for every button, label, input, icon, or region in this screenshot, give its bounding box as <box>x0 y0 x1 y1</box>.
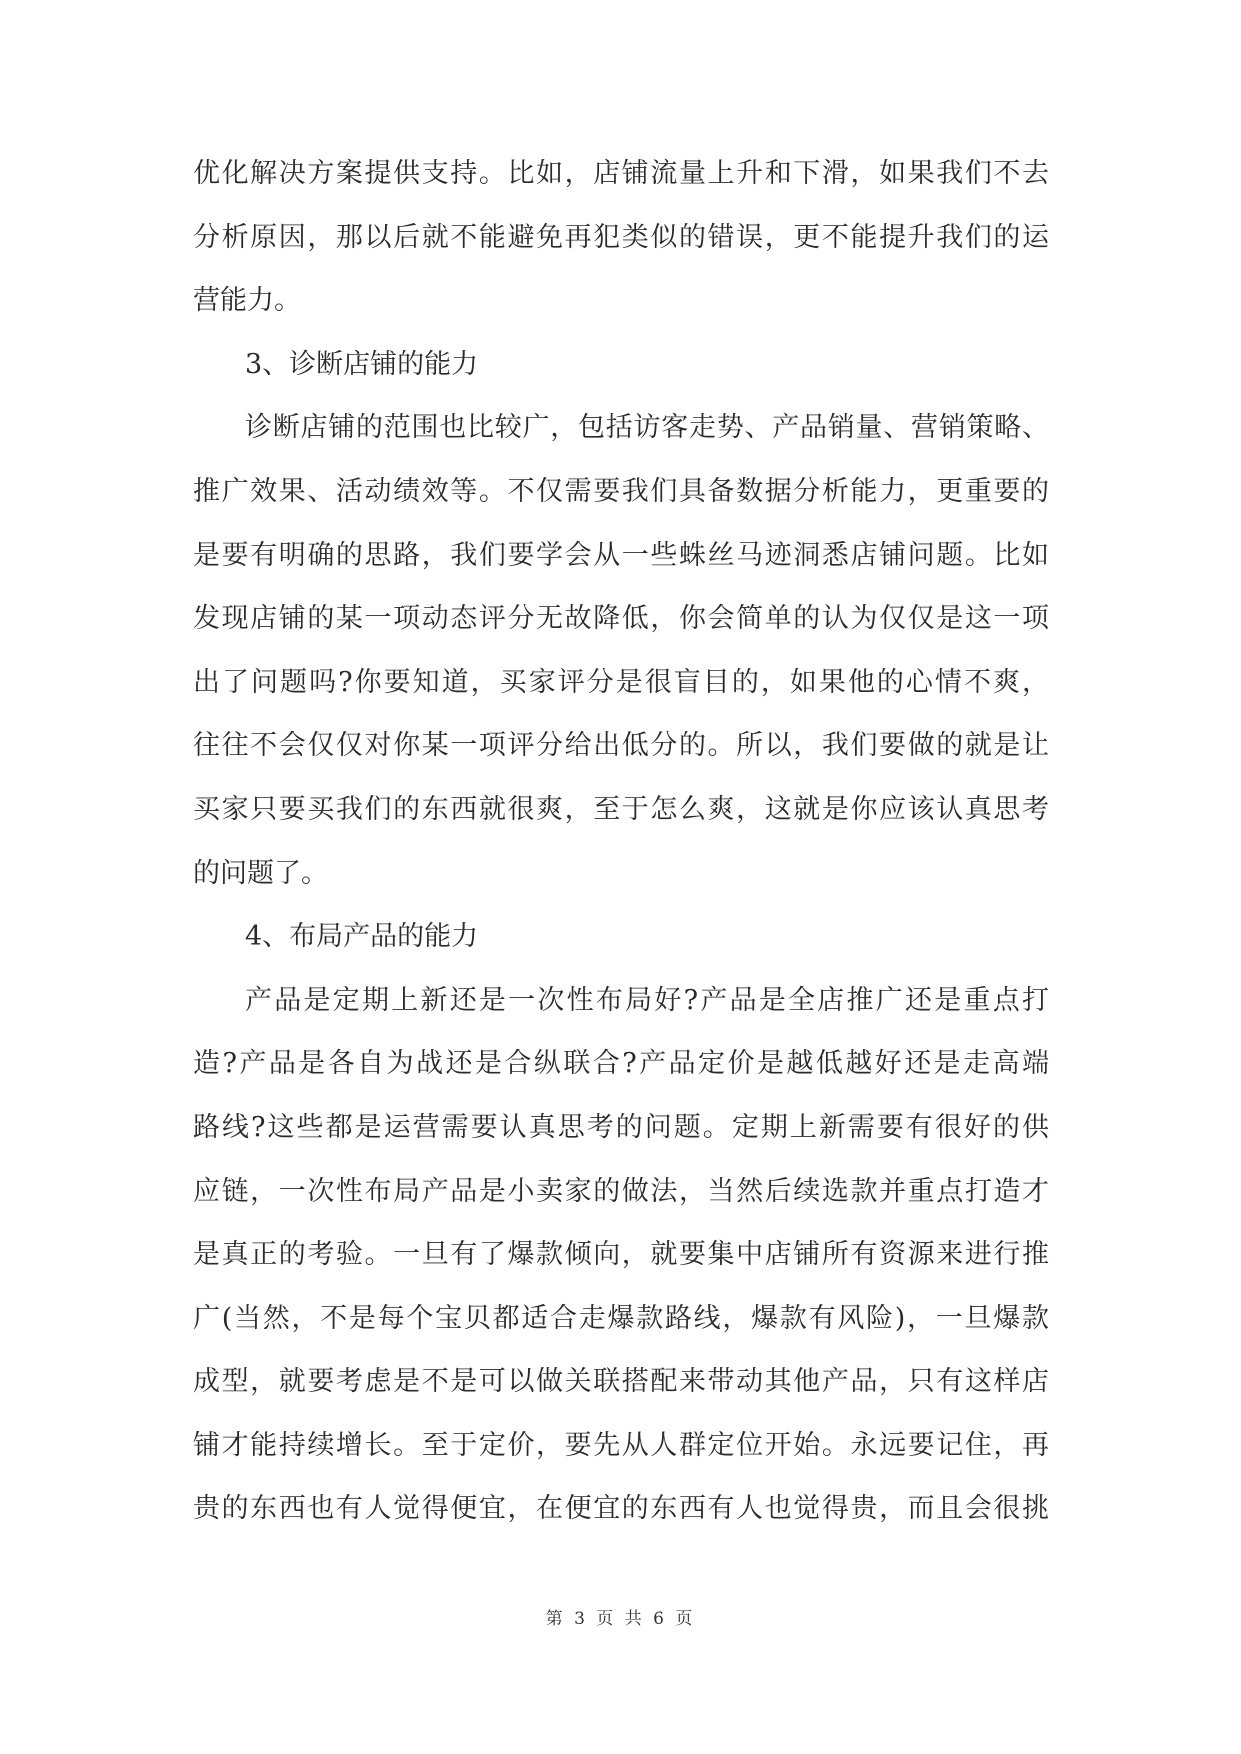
text-line: 路线?这些都是运营需要认真思考的问题。定期上新需要有很好的供 <box>193 1111 1049 1143</box>
page-number-footer: 第 3 页 共 6 页 <box>545 1609 696 1629</box>
body-text <box>193 160 1049 1559</box>
text-line: 往往不会仅仅对你某一项评分给出低分的。所以，我们要做的就是让 <box>193 730 1049 762</box>
text-line: 出了问题吗?你要知道，买家评分是很盲目的，如果他的心情不爽， <box>193 666 1049 698</box>
text-line: 营能力。 <box>193 285 301 317</box>
text-line: 发现店铺的某一项动态评分无故降低，你会简单的认为仅仅是这一项 <box>193 603 1049 635</box>
text-line: 买家只要买我们的东西就很爽，至于怎么爽，这就是你应该认真思考 <box>193 793 1049 825</box>
text-line: 成型，就要考虑是不是可以做关联搭配来带动其他产品，只有这样店 <box>193 1366 1049 1398</box>
text-line: 是真正的考验。一旦有了爆款倾向，就要集中店铺所有资源来进行推 <box>193 1239 1049 1271</box>
text-line: 分析原因，那以后就不能避免再犯类似的错误，更不能提升我们的运 <box>193 221 1049 253</box>
text-line: 铺才能持续增长。至于定价，要先从人群定位开始。永远要记住，再 <box>193 1429 1049 1461</box>
text-line: 造?产品是各自为战还是合纵联合?产品定价是越低越好还是走高端 <box>193 1048 1049 1080</box>
paragraph-first-line: 产品是定期上新还是一次性布局好?产品是全店推广还是重点打 <box>245 984 1049 1016</box>
text-line: 贵的东西也有人觉得便宜，在便宜的东西有人也觉得贵，而且会很挑 <box>193 1493 1049 1525</box>
text-line: 是要有明确的思路，我们要学会从一些蛛丝马迹洞悉店铺问题。比如 <box>193 539 1049 571</box>
paragraph-first-line: 诊断店铺的范围也比较广，包括访客走势、产品销量、营销策略、 <box>245 412 1049 444</box>
text-line: 应链，一次性布局产品是小卖家的做法，当然后续选款并重点打造才 <box>193 1175 1049 1207</box>
text-line: 的问题了。 <box>193 857 328 889</box>
section-heading: 4、布局产品的能力 <box>245 921 479 953</box>
text-line: 优化解决方案提供支持。比如，店铺流量上升和下滑，如果我们不去 <box>193 158 1049 189</box>
section-heading: 3、诊断店铺的能力 <box>245 348 479 380</box>
text-line: 广(当然，不是每个宝贝都适合走爆款路线，爆款有风险)，一旦爆款 <box>193 1302 1049 1334</box>
text-line: 推广效果、活动绩效等。不仅需要我们具备数据分析能力，更重要的 <box>193 475 1049 507</box>
